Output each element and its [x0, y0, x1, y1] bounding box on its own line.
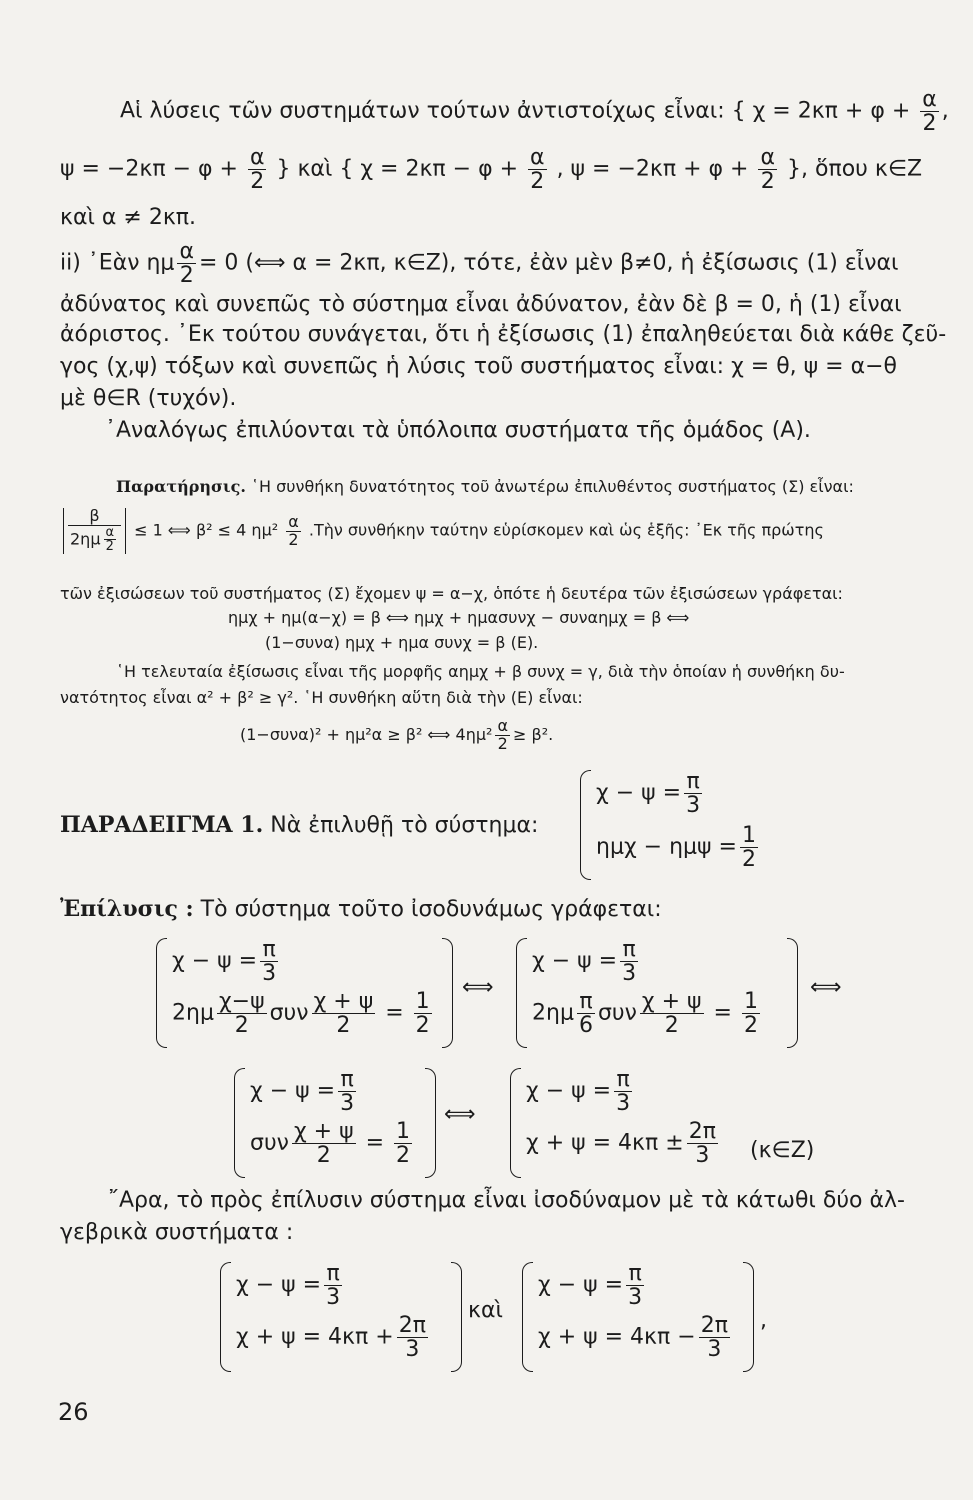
- page-number: 26: [58, 1398, 89, 1426]
- iff-arrow-1: ⟺: [462, 975, 494, 1000]
- conclusion-line-2: γεβρικὰ συστήματα :: [60, 1220, 294, 1245]
- text-line-6: ἀόριστος. ᾿Εκ τούτου συνάγεται, ὅτι ἡ ἐξίσωσις (1) ἐπαληθεύεται διὰ κάθε ζεῦ-: [60, 322, 947, 347]
- remark-line-6: ῾Η τελευταία ἐξίσωσις εἶναι τῆς μορφῆς αημχ + β συνχ = γ, διὰ τὴν ὁποίαν ἡ συνθήκη δυ-: [116, 662, 845, 681]
- text-line-1: Αἱ λύσεις τῶν συστημάτων τούτων ἀντιστοίχως εἶναι: { χ = 2κπ + φ + $\frac{\alpha}{2}$ ,: [120, 87, 949, 137]
- text-line-8: μὲ θ∈R (τυχόν).: [60, 386, 237, 411]
- remark-line-4: ημχ + ημ(α−χ) = β ⟺ ημχ + ημασυνχ − συναημχ = β ⟺: [228, 608, 690, 627]
- example-title: ΠΑΡΑΔΕΙΓΜΑ 1.: [60, 812, 264, 838]
- text-line-4: ii) ᾿Εὰν ημ $\frac{\alpha}{2}$ = 0 (⟺ α = 2κπ, κ∈Z), τότε, ἐὰν μὲν β≠0, ἡ ἐξίσωσις (1) εἶναι: [60, 239, 899, 289]
- remark-title: Παρατήρησις.: [116, 477, 246, 496]
- kappa-in-z: (κ∈Z): [750, 1138, 815, 1163]
- iff-arrow-3: ⟺: [444, 1102, 476, 1127]
- system-a: χ − ψ = $\frac{\pi}{3}$ 2ημ $\frac{\chi-\psi}{2}$ συν $\frac{\chi + \psi}{2}$ = $\frac{1}{2}$: [172, 938, 437, 1048]
- example-heading: ΠΑΡΑΔΕΙΓΜΑ 1. Νὰ ἐπιλυθῇ τὸ σύστημα:: [60, 812, 539, 838]
- text-line-7: γος (χ,ψ) τόξων καὶ συνεπῶς ἡ λύσις τοῦ συστήματος εἶναι: χ = θ, ψ = α−θ: [60, 354, 897, 379]
- solutions-text: Αἱ λύσεις τῶν συστημάτων τούτων ἀντιστοίχως εἶναι: { χ = 2κπ + φ +: [120, 98, 911, 124]
- and-word: καὶ: [468, 1298, 503, 1323]
- text-line-9: ᾿Αναλόγως ἐπιλύονται τὰ ὑπόλοιπα συστήματα τῆς ὁμάδος (Α).: [105, 418, 811, 443]
- remark-line-5: (1−συνα) ημχ + ημα συνχ = β (Ε).: [265, 633, 539, 652]
- system-c: χ − ψ = $\frac{\pi}{3}$ συν $\frac{\chi + \psi}{2}$ = $\frac{1}{2}$: [250, 1068, 420, 1178]
- text-line-2: ψ = −2κπ − φ + $\frac{\alpha}{2}$ } καὶ { χ = 2κπ − φ + $\frac{\alpha}{2}$ , ψ = −2κπ + φ + $\frac{\alpha}{2}$ }, ὅπου κ∈Z: [60, 145, 923, 195]
- example-system: χ − ψ = $\frac{\pi}{3}$ ημχ − ημψ = $\frac{1}{2}$: [596, 770, 746, 880]
- iff-arrow-2: ⟺: [810, 975, 842, 1000]
- conclusion-line-1: ῎Αρα, τὸ πρὸς ἐπίλυσιν σύστημα εἶναι ἰσοδύναμον μὲ τὰ κάτωθι δύο ἀλ-: [108, 1188, 905, 1213]
- remark-line-7: νατότητος εἶναι α² + β² ≥ γ². ῾Η συνθήκη αὕτη διὰ τὴν (Ε) εἶναι:: [60, 688, 583, 707]
- solution-intro: Ἐπίλυσις : Τὸ σύστημα τοῦτο ἰσοδυνάμως γράφεται:: [60, 896, 662, 922]
- system-e: χ − ψ = $\frac{\pi}{3}$ χ + ψ = 4κπ + $\frac{2\pi}{3}$: [236, 1262, 446, 1372]
- text-line-3: καὶ α ≠ 2κπ.: [60, 205, 197, 230]
- fraction-a-2: $\frac{\alpha}{2}$: [922, 87, 937, 137]
- remark-line-2: β 2ημ $\frac{\alpha}{2}$ ≤ 1 ⟺ β² ≤ 4 ημ² $\frac{\alpha}{2}$ .Τὴν συνθήκην ταύτην εὑρίσκομεν καὶ ὡς ἑξῆς: ᾿Εκ τῆς πρώτης: [60, 508, 824, 554]
- solution-label: Ἐπίλυσις :: [60, 896, 194, 922]
- beta-over-2eta-fraction: β 2ημ $\frac{\alpha}{2}$: [63, 508, 126, 554]
- remark-line-8: (1−συνα)² + ημ²α ≥ β² ⟺ 4ημ² $\frac{\alpha}{2}$ ≥ β².: [240, 716, 554, 753]
- trailing-comma: ,: [760, 1308, 767, 1333]
- remark-line-1: Παρατήρησις. ῾Η συνθήκη δυνατότητος τοῦ ἀνωτέρω ἐπιλυθέντος συστήματος (Σ) εἶναι:: [116, 477, 854, 496]
- text-line-5: ἀδύνατος καὶ συνεπῶς τὸ σύστημα εἶναι ἀδύνατον, ἐὰν δὲ β = 0, ἡ (1) εἶναι: [60, 292, 902, 317]
- system-f: χ − ψ = $\frac{\pi}{3}$ χ + ψ = 4κπ − $\frac{2\pi}{3}$: [538, 1262, 738, 1372]
- system-d: χ − ψ = $\frac{\pi}{3}$ χ + ψ = 4κπ ± $\frac{2\pi}{3}$: [526, 1068, 736, 1178]
- system-b: χ − ψ = $\frac{\pi}{3}$ 2ημ $\frac{\pi}{6}$ συν $\frac{\chi + \psi}{2}$ = $\frac{1}{2}$: [532, 938, 782, 1048]
- remark-line-3: τῶν ἐξισώσεων τοῦ συστήματος (Σ) ἔχομεν ψ = α−χ, ὁπότε ἡ δευτέρα τῶν ἐξισώσεων γράφεται:: [60, 584, 843, 603]
